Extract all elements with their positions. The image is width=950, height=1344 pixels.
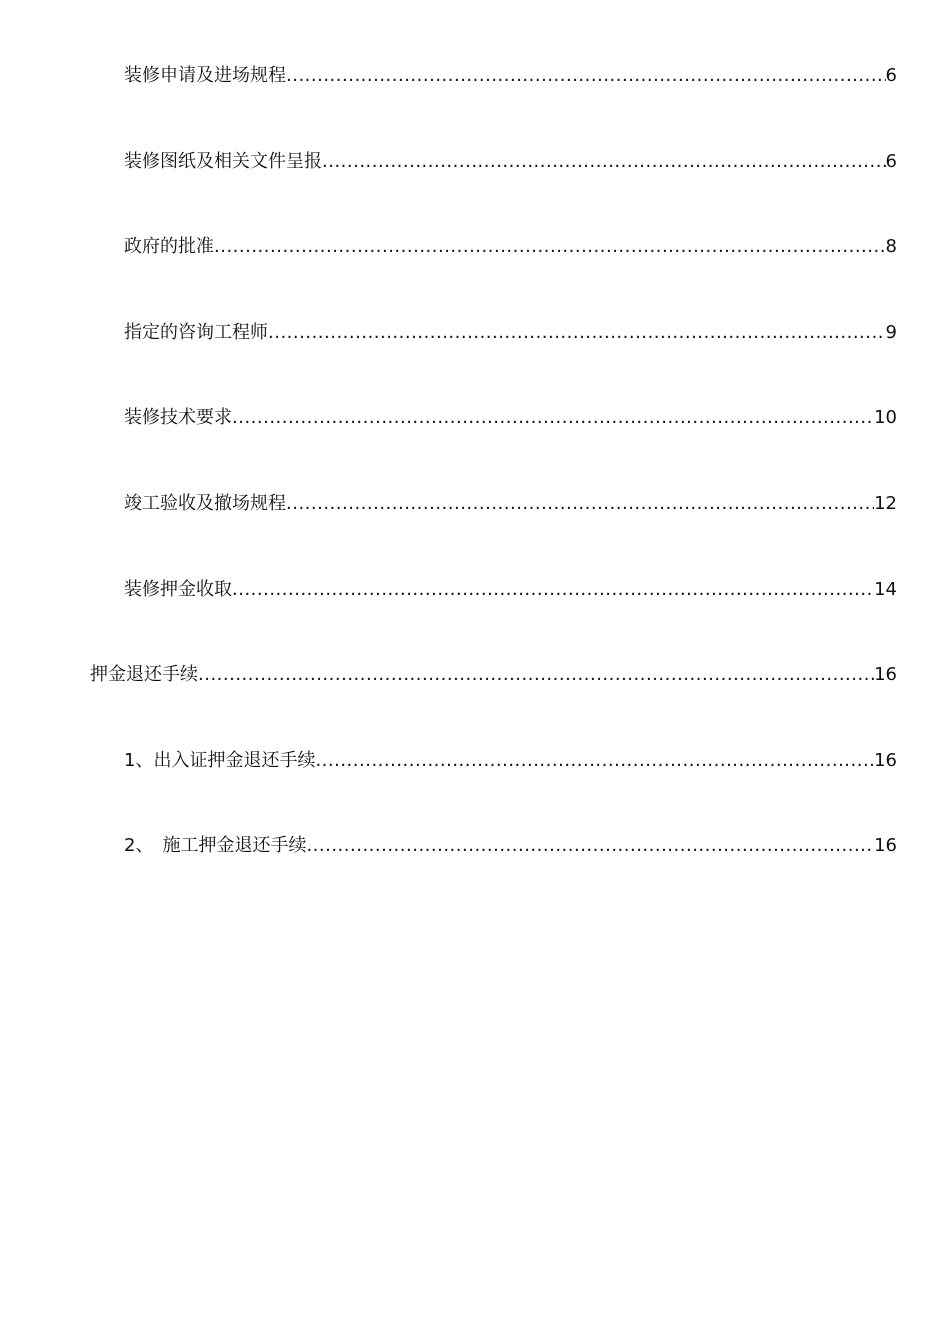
toc-entry-page: 6 xyxy=(885,65,897,86)
toc-entry[interactable] xyxy=(124,321,897,345)
toc-entry-title: 政府的批准 xyxy=(124,236,214,257)
toc-entry[interactable] xyxy=(124,578,897,602)
toc-dot-leader xyxy=(306,834,874,858)
toc-dot-leader xyxy=(232,406,874,430)
toc-entry-page: 10 xyxy=(874,407,897,428)
toc-dot-leader xyxy=(198,663,874,687)
toc-dot-leader xyxy=(315,749,874,773)
toc-entry-title: 2、 施工押金退还手续 xyxy=(124,835,307,856)
toc-dot-leader xyxy=(214,235,886,259)
toc-entry-title: 1、出入证押金退还手续 xyxy=(124,750,316,771)
toc-entry-page: 9 xyxy=(885,322,897,343)
toc-dot-leader xyxy=(286,64,886,88)
toc-entry-page: 16 xyxy=(874,835,897,856)
toc-entry-page: 6 xyxy=(885,151,897,172)
toc-entry-title: 押金退还手续 xyxy=(90,664,198,685)
toc-entry[interactable] xyxy=(124,834,897,858)
toc-entry[interactable] xyxy=(124,406,897,430)
toc-entry[interactable] xyxy=(124,235,897,259)
toc-dot-leader xyxy=(232,578,874,602)
toc-entry-page: 16 xyxy=(874,750,897,771)
toc-entry[interactable] xyxy=(124,150,897,174)
toc-dot-leader xyxy=(322,150,886,174)
toc-entry[interactable] xyxy=(124,64,897,88)
toc-entry-page: 16 xyxy=(874,664,897,685)
toc-entry-title: 指定的咨询工程师 xyxy=(124,322,268,343)
toc-dot-leader xyxy=(268,321,886,345)
toc-entry-title: 竣工验收及撤场规程 xyxy=(124,493,286,514)
toc-entry[interactable] xyxy=(124,749,897,773)
toc-entry-title: 装修申请及进场规程 xyxy=(124,65,286,86)
toc-entry-title: 装修押金收取 xyxy=(124,579,232,600)
toc-entry-page: 8 xyxy=(885,236,897,257)
toc-entry-title: 装修图纸及相关文件呈报 xyxy=(124,151,322,172)
toc-entry-title: 装修技术要求 xyxy=(124,407,232,428)
toc-entry-page: 14 xyxy=(874,579,897,600)
toc-entry[interactable] xyxy=(90,663,897,687)
toc-entry[interactable] xyxy=(124,492,897,516)
toc-entry-page: 12 xyxy=(874,493,897,514)
toc-dot-leader xyxy=(286,492,874,516)
